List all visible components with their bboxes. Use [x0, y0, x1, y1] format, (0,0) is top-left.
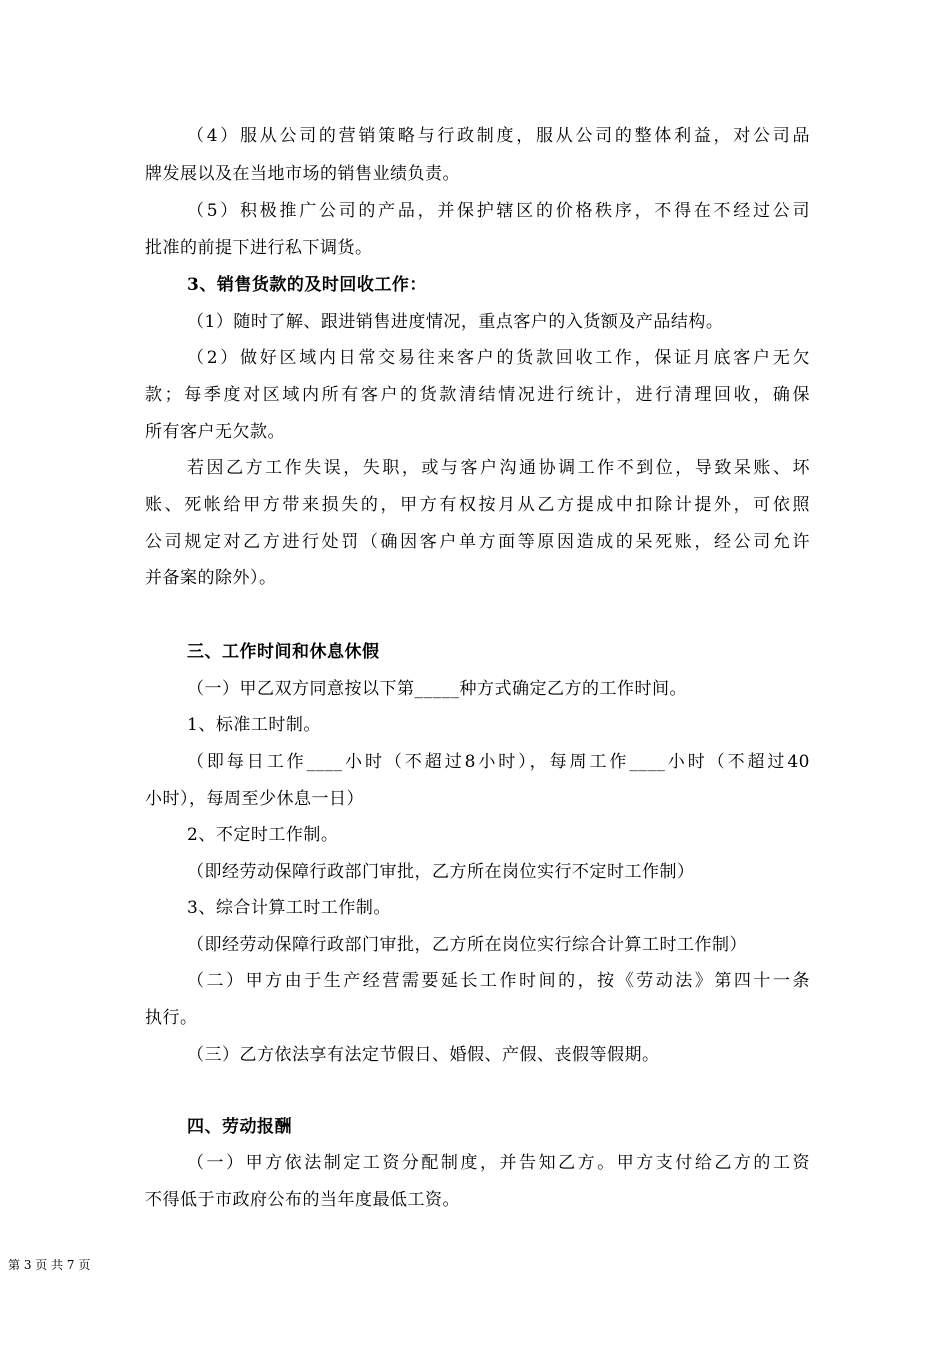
- paragraph-line: （即经劳动保障行政部门审批，乙方所在岗位实行综合计算工时工作制）: [187, 935, 747, 955]
- paragraph-line: 批准的前提下进行私下调货。: [145, 238, 373, 258]
- paragraph-line: 款；每季度对区域内所有客户的货款清结情况进行统计，进行清理回收，确保: [145, 385, 810, 405]
- paragraph-line: （即经劳动保障行政部门审批，乙方所在岗位实行不定时工作制）: [187, 862, 695, 882]
- section-heading: 三、工作时间和休息休假: [187, 642, 380, 662]
- paragraph-line: （二）甲方由于生产经营需要延长工作时间的，按《劳动法》第四十一条: [187, 971, 810, 991]
- paragraph-line: 3、综合计算工时工作制。: [187, 898, 391, 918]
- paragraph-line: （2）做好区域内日常交易往来客户的货款回收工作，保证月底客户无欠: [187, 348, 810, 368]
- paragraph-line: （一）甲乙双方同意按以下第_____种方式确定乙方的工作时间。: [187, 679, 687, 699]
- paragraph-line: 2、不定时工作制。: [187, 825, 339, 845]
- paragraph-line: （一）甲方依法制定工资分配制度，并告知乙方。甲方支付给乙方的工资: [187, 1153, 810, 1173]
- paragraph-line: （4）服从公司的营销策略与行政制度，服从公司的整体利益，对公司品: [187, 126, 810, 146]
- paragraph-line: 账、死帐给甲方带来损失的，甲方有权按月从乙方提成中扣除计提外，可依照: [145, 495, 810, 515]
- subsection-heading: 3、销售货款的及时回收工作：: [187, 275, 427, 295]
- page-number-footer: 第 3 页 共 7 页: [8, 1258, 91, 1272]
- paragraph-line: 所有客户无欠款。: [145, 422, 285, 442]
- paragraph-line: 1、标准工时制。: [187, 715, 321, 735]
- paragraph-line: 若因乙方工作失误，失职，或与客户沟通协调工作不到位，导致呆账、坏: [187, 458, 810, 478]
- paragraph-line: （三）乙方依法享有法定节假日、婚假、产假、丧假等假期。: [187, 1045, 660, 1065]
- paragraph-line: 并备案的除外）。: [145, 568, 277, 588]
- paragraph-line: 公司规定对乙方进行处罚（确因客户单方面等原因造成的呆死账，经公司允许: [145, 532, 810, 552]
- paragraph-line: 不得低于市政府公布的当年度最低工资。: [145, 1190, 460, 1210]
- paragraph-line: 小时），每周至少休息一日）: [145, 789, 364, 809]
- paragraph-line: 牌发展以及在当地市场的销售业绩负责。: [145, 164, 460, 184]
- paragraph-line: （即每日工作____小时（不超过8小时），每周工作____小时（不超过40: [187, 752, 810, 772]
- section-heading: 四、劳动报酬: [187, 1117, 292, 1137]
- paragraph-line: （1）随时了解、跟进销售进度情况，重点客户的入货额及产品结构。: [187, 312, 724, 332]
- paragraph-line: （5）积极推广公司的产品，并保护辖区的价格秩序，不得在不经过公司: [187, 201, 810, 221]
- paragraph-line: 执行。: [145, 1008, 198, 1028]
